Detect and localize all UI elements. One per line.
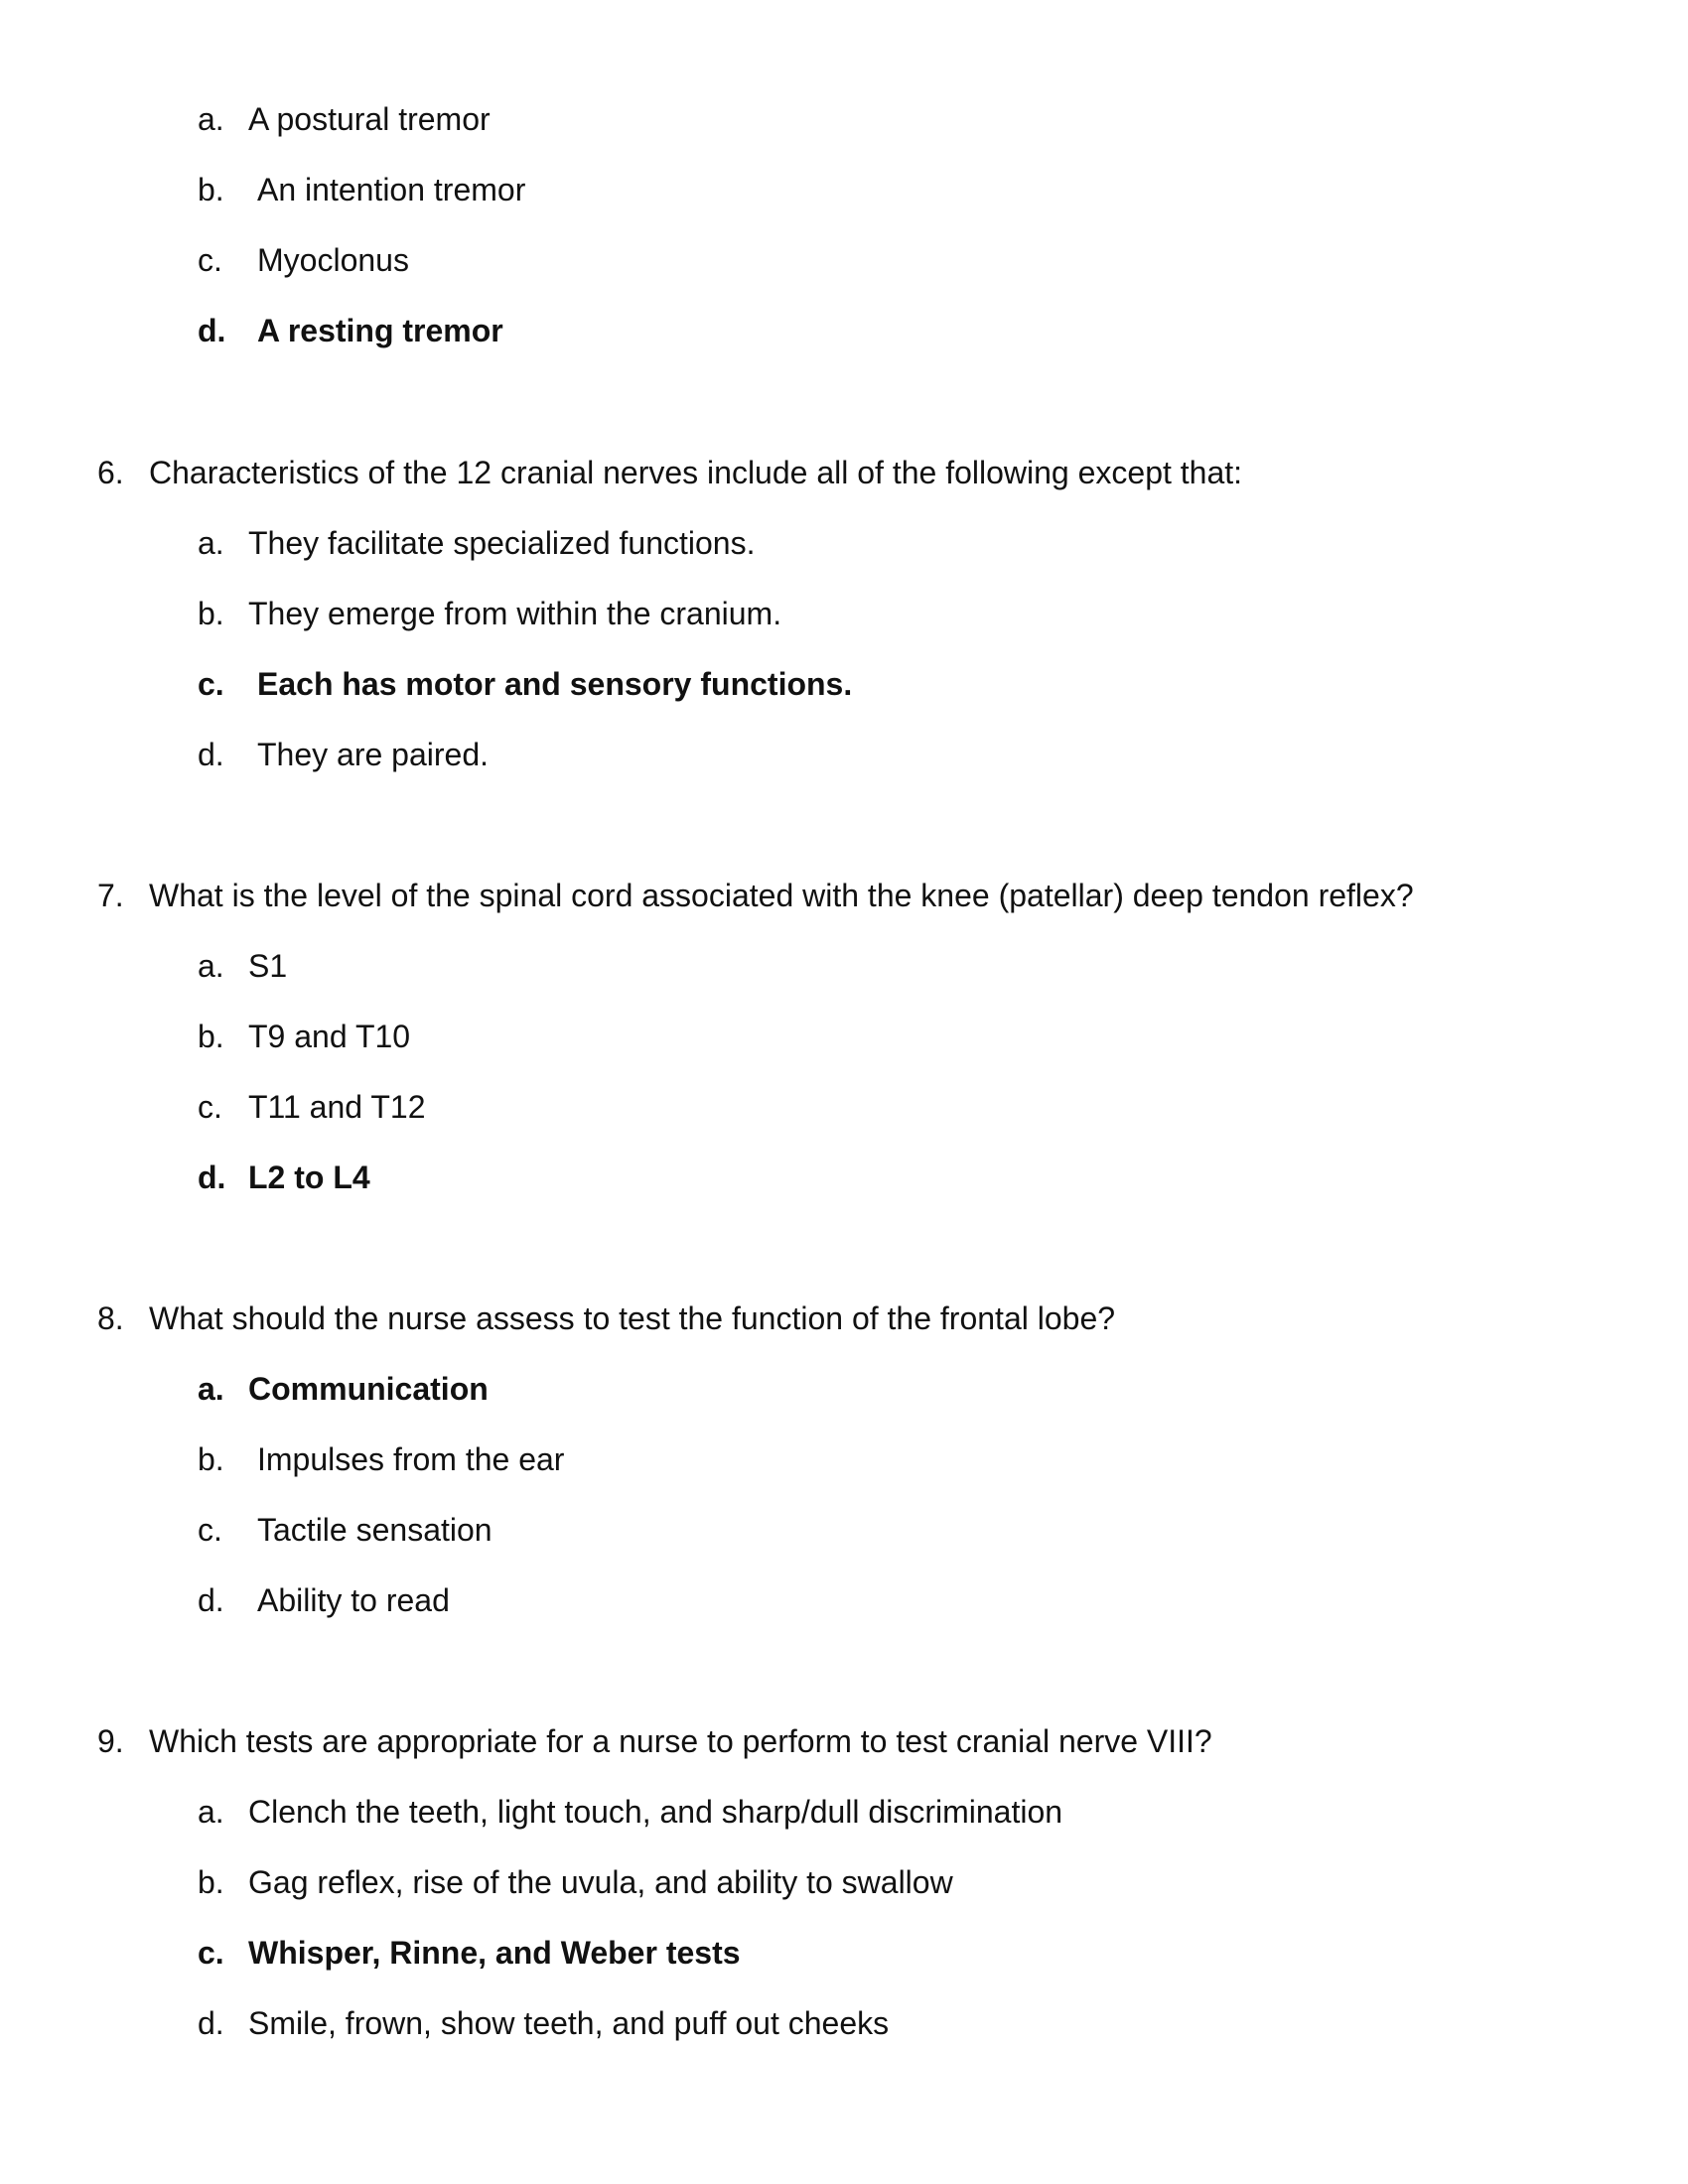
question-text: Which tests are appropriate for a nurse to perform to test cranial nerve VIII? xyxy=(149,1723,1212,1759)
option-text: An intention tremor xyxy=(257,172,526,207)
question-text: What is the level of the spinal cord associated with the knee (patellar) deep tendon reflex? xyxy=(149,878,1414,913)
option-text: Smile, frown, show teeth, and puff out cheeks xyxy=(248,2005,890,2041)
option-letter: a. xyxy=(198,101,224,137)
option-text: Impulses from the ear xyxy=(257,1441,565,1477)
option-letter: a. xyxy=(198,1794,224,1830)
question-text: What should the nurse assess to test the function of the frontal lobe? xyxy=(149,1300,1116,1336)
option-letter: c. xyxy=(198,1089,222,1125)
option-text: Ability to read xyxy=(257,1582,450,1618)
option-letter: d. xyxy=(198,1582,224,1618)
correct-option-text: L2 to L4 xyxy=(248,1160,370,1195)
question-text: Characteristics of the 12 cranial nerves include all of the following except that: xyxy=(149,455,1243,490)
option-text: They emerge from within the cranium. xyxy=(248,596,782,631)
question-number: 7. xyxy=(97,878,124,913)
option-text: They are paired. xyxy=(257,737,490,772)
question-number: 8. xyxy=(97,1300,124,1336)
option-text: Gag reflex, rise of the uvula, and ability to swallow xyxy=(248,1864,953,1900)
option-letter: b. xyxy=(198,172,224,207)
question-number: 9. xyxy=(97,1723,124,1759)
option-text: T11 and T12 xyxy=(248,1089,426,1125)
option-text: A postural tremor xyxy=(248,101,491,137)
correct-option-letter: a. xyxy=(198,1371,224,1407)
option-letter: a. xyxy=(198,525,224,561)
option-text: T9 and T10 xyxy=(248,1019,411,1054)
option-letter: b. xyxy=(198,1441,224,1477)
option-letter: c. xyxy=(198,1512,222,1548)
option-letter: a. xyxy=(198,948,224,984)
option-text: S1 xyxy=(248,948,288,984)
correct-option-letter: c. xyxy=(198,1935,224,1971)
option-text: Tactile sensation xyxy=(257,1512,492,1548)
option-text: Clench the teeth, light touch, and sharp/dull discrimination xyxy=(248,1794,1063,1830)
correct-option-text: A resting tremor xyxy=(257,313,503,348)
correct-option-letter: c. xyxy=(198,666,224,702)
option-letter: b. xyxy=(198,1864,224,1900)
option-letter: d. xyxy=(198,2005,224,2041)
correct-option-text: Each has motor and sensory functions. xyxy=(257,666,853,702)
correct-option-letter: d. xyxy=(198,1160,226,1195)
correct-option-text: Whisper, Rinne, and Weber tests xyxy=(248,1935,741,1971)
option-letter: d. xyxy=(198,737,224,772)
question-number: 6. xyxy=(97,455,124,490)
correct-option-text: Communication xyxy=(248,1371,489,1407)
option-letter: b. xyxy=(198,1019,224,1054)
option-letter: c. xyxy=(198,242,222,278)
option-text: They facilitate specialized functions. xyxy=(248,525,756,561)
option-letter: b. xyxy=(198,596,224,631)
option-text: Myoclonus xyxy=(257,242,409,278)
correct-option-letter: d. xyxy=(198,313,226,348)
